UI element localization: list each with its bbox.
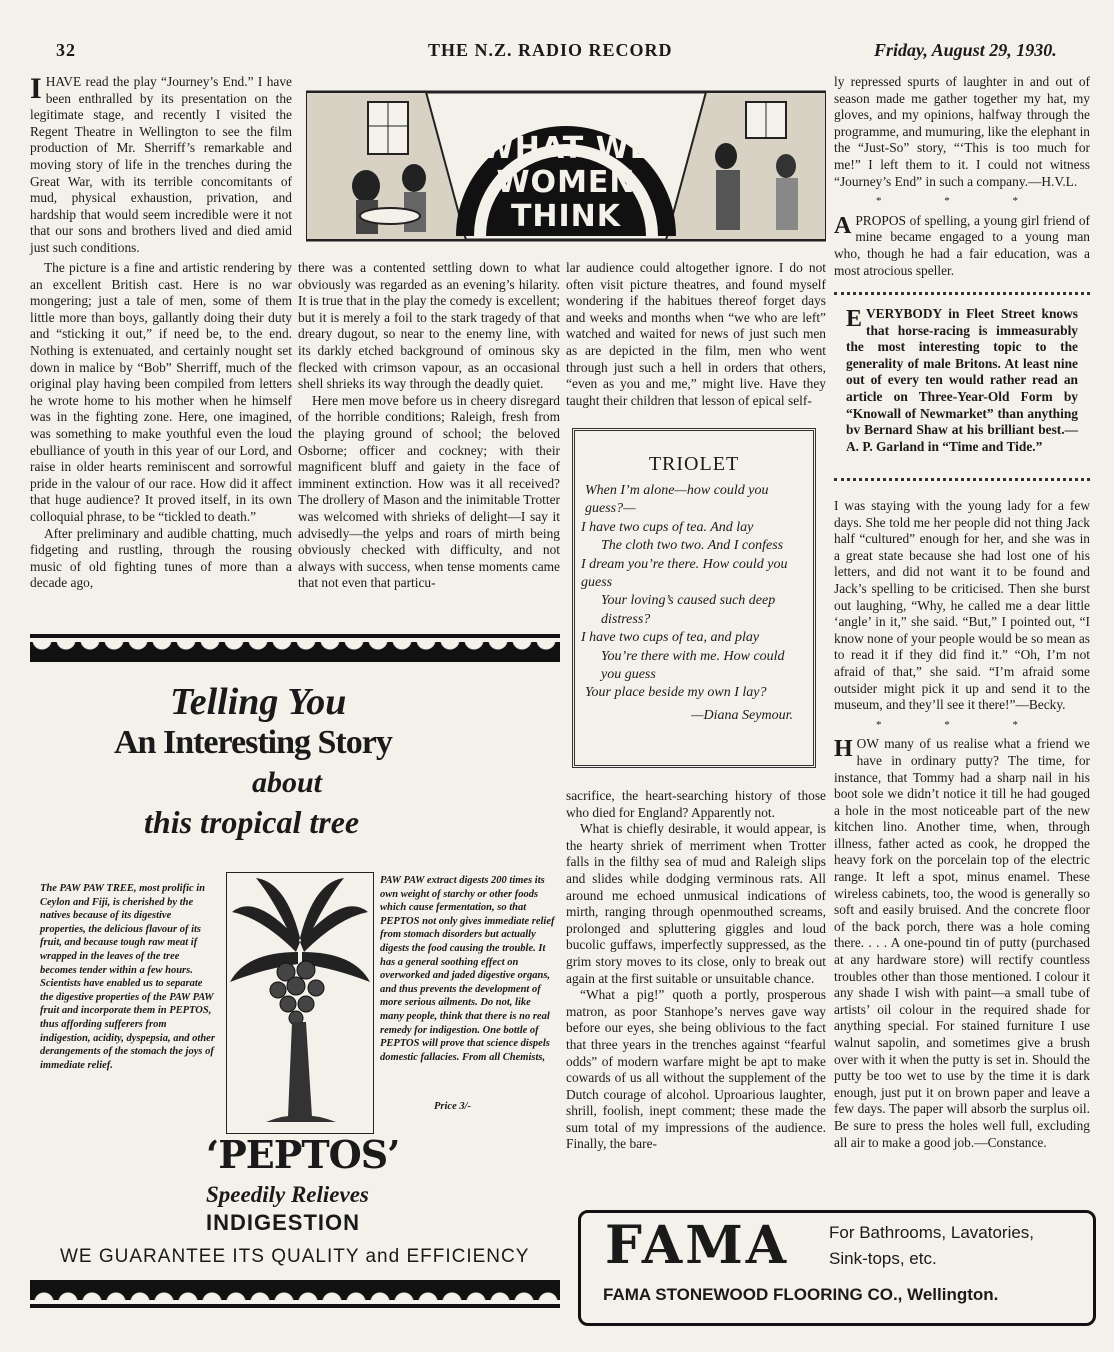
drop-cap-a: A [834,212,852,239]
poem-line: You’re there with me. How could you guess [601,648,785,683]
poem-line: I dream you’re there. How could you guess [581,556,788,591]
article-column-1 [30,260,292,592]
ad-right-copy: PAW PAW extract digests 200 times its own weight of starchy or other foods which cause fermentation, so that PEPTOS not only gives immediate relief from stomach disorders but actually digests the food causing the trouble. It has a general soothing effect on overworked and jaded digestive organs, and thus prevents the development of more serious ailments. Do not, like many people, think that there is no real remedy for indigestion. One bottle of PEPTOS will prove that science dispels domestic fallacies. From all Chemists, [380,875,555,1063]
ad-bottom-border [30,1280,560,1300]
column-4 [834,74,1090,279]
poem-line: Your loving’s caused such deep distress? [601,593,776,627]
ad-left-copy: The PAW PAW TREE, most prolific in Ceylon and Fiji, is cherished by the natives because of its digestive properties, the delicious flavour of its fruit, and because tough raw meat if wrapped in the leaves of the tree becomes tender within a few hours. Scientists have enabled us to separate the digestive properties of the PAW PAW fruit and incorporate them in PEPTOS, thus affording sufferers from indigestion, acidity, dyspepsia, and other derangements of the stomach the joys of immediate relief. [40,883,215,1071]
issue-date: Friday, August 29, 1930. [874,40,1057,60]
peptos-brand: ‘PEPTOS’ [206,1132,400,1177]
peptos-slogan: Speedily Relieves [206,1182,369,1207]
article-paragraph: there was a contented settling down to what obviously was regarded as an evening’s hilarity. It is true that in the play the comedy is excellent; but it is merely a foil to the stark tragedy of that dreary dugout, so near to the enemy line, with its darkly etched background of ominous sky flecked with crimson vapour, as an occasional shell shrieks its way through the deadly quiet. [298,260,560,392]
headline-telling-you: Telling You [170,681,347,723]
article-paragraph: sacrifice, the heart-searching history of those who died for England? Apparently not. [566,788,826,820]
fama-line-2: Sink-tops, etc. [829,1249,937,1268]
article-paragraph: What is chiefly desirable, it would appear, is the hearty shriek of merriment when Trotter falls in the filthy sea of mud and Raleigh slips and slides while dodging verminous rats. All around me echoed unmusical indications of mirth, ranging through openmouthed screams, prolonged and spluttering giggles and loud bucolic guffaws, imperfectly suppressed, as the grim story moves to its close, only to break out again at the first suitable or unsuitable chance. [566,821,826,986]
poem-line: I have two cups of tea. And lay [581,519,754,535]
poem-line: When I’m alone—how could you guess?— [585,483,769,517]
peptos-guarantee: WE GUARANTEE ITS QUALITY and EFFICIENCY [60,1246,530,1267]
apropos-paragraph: APROPOS of spelling, a young girl friend of mine became engaged to a young man who, though he had a fair education, was a most atrocious speller. [834,212,1090,278]
drop-cap-e: E [846,306,863,332]
poem-author: —Diana Seymour. [691,707,793,723]
divider [834,292,1090,301]
article-paragraph: “What a pig!” quoth a portly, prosperous matron, as poor Stanhope’s nerves gave way before our eyes, she being oblivious to the fact that three years in the trenches against “fearful odds” of modern warfare might be apt to make cowards of us all without the supplement of the Dutch courage of alcohol. Uproarious laughter, shrill, foolish, inept comment; these made the sum total of my impressions of the audience. Finally, the bare- [566,987,826,1152]
article-intro: IHAVE read the play “Journey’s End.” I have been enthralled by its presentation on the legitimate stage, and recently I visited the Regent Theatre in Wellington to see the film production of Mr. Sherriff’s remarkable and moving story of life in the trenches during the Great War, with its terrible concomitants of mud, physical exhaustion, privation, and hardship that would seem incredible were it not that our sons and brothers lived and died amid just such conditions. [30,72,292,255]
peptos-indigestion: INDIGESTION [206,1210,361,1235]
publication-title: THE N.Z. RADIO RECORD [428,40,673,60]
article-paragraph: lar audience could altogether ignore. I do not often visit picture theatres, and found myself wondering if the habitues thereof forget days and weeks and months when “we who are left” watched and waited for news of just such men as are depicted in the film, men who went through just such a hell in orders that others, “even as you and me,” might live. Have they taught their children that lesson of epical self- [566,260,826,408]
paw-paw-tree-illustration [226,872,374,1134]
headline-interesting-story: An Interesting Story [114,724,392,761]
article-paragraph: I was staying with the young lady for a few days. She told me her people did not thing Jack half “cultured” enough for her, and she was in a great state because she had lost one of his letters, and did not want it to be found and Jack’s spelling to be criticised. Then she burst out laughing, “Why, he called me a dear little ‘angle’ in it,” she said. “But,” I pointed out, “I know none of your people would be so mean as to read it if they did find it.” “Oh, I’m not afraid of that,” she said. “I’m afraid some outsider might pick it up and send it to the museum, and they’ll see it there!”—Becky. [834,498,1090,713]
what-we-women-think-banner [306,86,826,246]
poem-line: The cloth two two. And I confess [601,538,784,554]
ad-top-border [30,642,560,662]
ad-bottom-rule [30,1304,560,1308]
article-paragraph: The picture is a fine and artistic rendering by an excellent British cast. Here is no war mongering; just a tale of men, some of them little more than boys, gallantly doing their duty and “sticking it out,” if need be, to the end. Nothing is extenuated, and certainly nought set down in malice by “Bob” Sherriff, much of the original play having been compiled from letters he wrote home to his mother when he himself was in the fighting zone. Here, one imagined, was something to make youthful even the loud ebulliance of youth in this year of our Lord, and raise in older hearts reminiscent and sorrowful pride in the valour of our race. How did it affect that huge audience? It proved itself, in its own colloquial phrase, to be “tickled to death.” [30,260,292,524]
fama-line-1: For Bathrooms, Lavatories, [829,1223,1035,1242]
headline-tropical-tree: this tropical tree [144,804,360,840]
fama-company: FAMA STONEWOOD FLOORING CO., Wellington. [603,1285,999,1304]
article-column-3-top [566,260,826,409]
triolet-box [572,428,816,768]
drop-cap-i: I [30,72,42,105]
triolet-poem [581,482,807,725]
putty-paragraph: HOW many of us realise what a friend we have in ordinary putty? The time, for instance, that Tommy had a sharp nail in his boot sole we didn’t notice it till he had gouged a hole in the most noticeable part of the new kitchen lino. Another time, when, through illness, father acted as cook, he dropped the heavy fork on the porcelain top of the electric range. It left a spot, minus enamel. These wireless cabinets, too, the wood is generally so soft and easily bruised. And the concrete floor of the back porch, there was a hole coming there. . . . A one-pound tin of putty (purchased at any hardware store) will rectify countless troubles other than those mentioned. I colour it any shade I wish with paint—a small tube of artists’ oil colour in the required shade for anything special. For stained furniture I use walnut sapolin, and sometimes give a brush over with it when the putty is set in. Should the putty be too wet to use by the time it is dark enough, just put it on brown paper and leave a few days. The paper will absorb the surplus oil. Be sure to press the holes well full, excluding all air to make a good job.—Constance. [834,736,1090,1150]
banner-line-1: WHAT WE [480,131,652,166]
banner-line-3: THINK [510,199,622,234]
becky-article [834,498,1090,1151]
headline-about: about [252,766,323,799]
article-paragraph: After preliminary and audible chatting, much fidgeting and rustling, through the rousing music of old fighting tunes of more than a decade ago, [30,525,292,591]
poem-line: I have two cups of tea, and play [581,630,760,646]
article-column-3-bottom [566,788,826,1153]
fama-advertisement [578,1210,1096,1326]
ad-price: Price 3/- [434,1101,472,1112]
banner-line-2: WOMEN [496,165,636,200]
page-number: 32 [56,40,76,60]
article-paragraph: ly repressed spurts of laughter in and out of season made me gather together my hat, my gloves, and my opinions, halfway through the programme, and mumuring, like the elephant in the “Just-So” story, “‘This is too much for me!” I left them to it. I could not witness “Journey’s End” in such a company.—H.V.L. [834,74,1090,189]
poem-line: Your place beside my own I lay? [585,685,767,701]
banner-title [476,132,656,234]
drop-cap-h: H [834,736,853,763]
section-stars: * * * [876,195,1048,208]
peptos-advertisement [30,634,560,1316]
divider [834,478,1090,487]
article-paragraph: Here men move before us in cheery disregard of the horrible conditions; Raleigh, fresh from the playing ground of school; the beloved Osborne; officer and cockney; with their magnificent bluff and gaiety in the face of imminent extinction. How was it all received? The drollery of Mason and the inimitable Trotter was welcomed with shrieks of delight—I say it advisedly—the yelps and roars of mirth being obviously checked with difficulty, and not always with success, when tense moments came that not even that particu- [298,392,560,591]
fama-brand: FAMA [605,1215,790,1276]
everybody-box: EVERYBODY in Fleet Street knows that horse-racing is immeasurably the most interesting topic to the generality of male Britons. At least nine out of every ten would rather read an article on Three-Year-Old Form by “Knowall of Newmarket” than anything bv Bernard Shaw at his brilliant best.—A. P. Garland in “Time and Tide.” [846,306,1078,454]
article-column-2 [298,260,560,592]
ad-top-rule [30,634,560,638]
section-stars: * * * [876,718,1048,731]
triolet-title: TRIOLET [648,453,740,475]
